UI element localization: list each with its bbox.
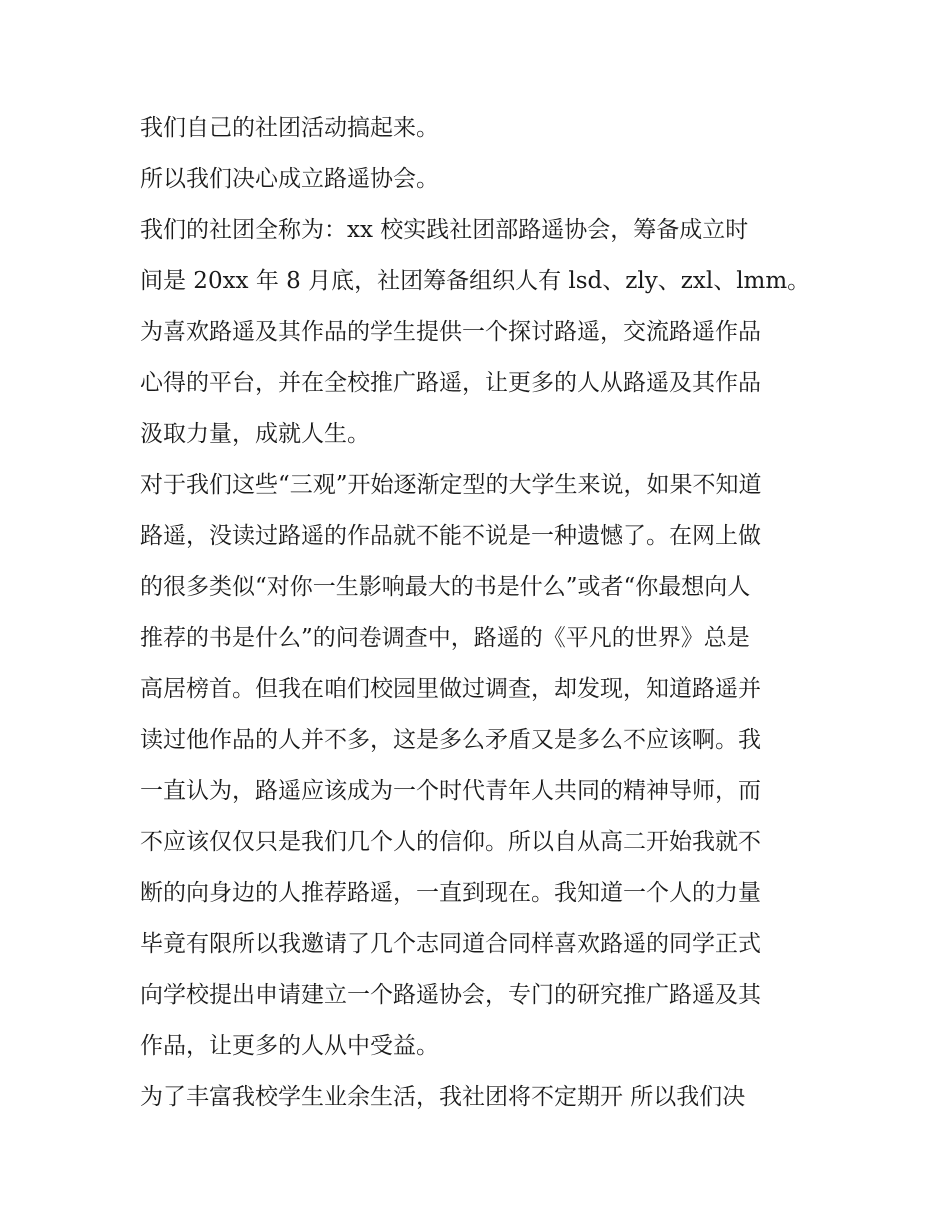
text-line: 对于我们这些“三观”开始逐渐定型的大学生来说，如果不知道 [140, 472, 762, 498]
text-line: 我们的社团全称为：xx 校实践社团部路遥协会，筹备成立时 [140, 217, 749, 243]
text-line: 一直认为，路遥应该成为一个时代青年人共同的精神导师，而 [140, 778, 761, 804]
text-line: 为喜欢路遥及其作品的学生提供一个探讨路遥，交流路遥作品 [140, 319, 761, 345]
text-line: 汲取力量，成就人生。 [140, 421, 370, 447]
text-line: 路遥，没读过路遥的作品就不能不说是一种遗憾了。在网上做 [140, 523, 761, 549]
text-line: 推荐的书是什么”的问卷调查中，路遥的《平凡的世界》总是 [140, 625, 750, 651]
text-line: 不应该仅仅只是我们几个人的信仰。所以自从高二开始我就不 [140, 829, 761, 855]
text-line: 读过他作品的人并不多，这是多么矛盾又是多么不应该啊。我 [140, 727, 761, 753]
text-line: 毕竟有限所以我邀请了几个志同道合同样喜欢路遥的同学正式 [140, 931, 761, 957]
text-line: 的很多类似“对你一生影响最大的书是什么”或者“你最想向人 [140, 574, 751, 600]
body-text [140, 103, 820, 1123]
text-line: 我们自己的社团活动搞起来。 [140, 115, 439, 141]
text-line: 间是 20xx 年 8 月底，社团筹备组织人有 lsd、zly、zxl、lmm。 [140, 268, 811, 294]
text-line: 心得的平台，并在全校推广路遥，让更多的人从路遥及其作品 [140, 370, 761, 396]
text-line: 断的向身边的人推荐路遥，一直到现在。我知道一个人的力量 [140, 880, 761, 906]
text-line: 高居榜首。但我在咱们校园里做过调查，却发现，知道路遥并 [140, 676, 761, 702]
text-line: 向学校提出申请建立一个路遥协会，专门的研究推广路遥及其 [140, 982, 761, 1008]
text-line: 作品，让更多的人从中受益。 [140, 1033, 439, 1059]
text-line: 所以我们决心成立路遥协会。 [140, 166, 439, 192]
text-line: 为了丰富我校学生业余生活，我社团将不定期开 所以我们决 [140, 1084, 746, 1110]
